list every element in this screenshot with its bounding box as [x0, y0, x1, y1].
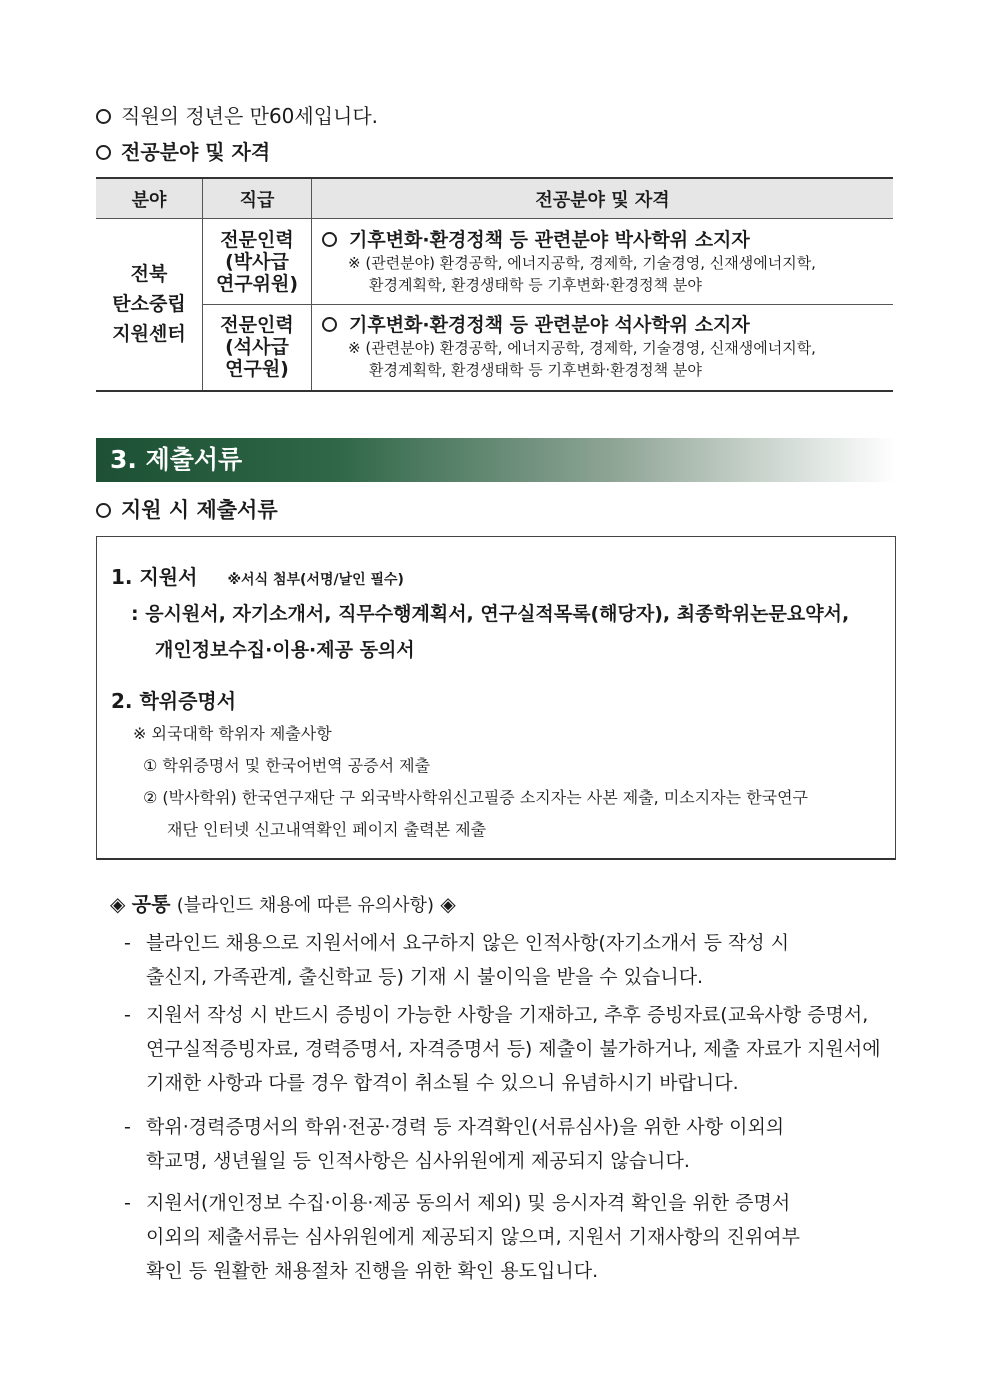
rank-line: 전문인력	[220, 314, 294, 337]
section-title: 3. 제출서류	[110, 445, 243, 474]
qualification-text: 기후변화·환경정책 등 관련분야 석사학위 소지자	[349, 314, 750, 337]
major-qualification-heading	[96, 136, 270, 165]
rank-line: (석사급	[225, 336, 289, 359]
qualification-text: 기후변화·환경정책 등 관련분야 박사학위 소지자	[349, 228, 750, 251]
doc-subitem: ② (박사학위) 한국연구재단 구 외국박사학위신고필증 소지자는 사본 제출, 미소지자는 한국연구	[143, 788, 809, 807]
doc-note: ※ 외국대학 학위자 제출사항	[133, 724, 332, 743]
doc-title: 1. 지원서	[111, 565, 198, 589]
rank-line: 연구원)	[225, 358, 289, 381]
circle-bullet-icon	[96, 145, 111, 160]
qualification-note: ※ (관련분야) 환경공학, 에너지공학, 경제학, 기술경영, 신재생에너지학,	[348, 339, 816, 358]
submission-heading-text: 지원 시 제출서류	[121, 498, 278, 522]
heading-text: 전공분야 및 자격	[121, 140, 271, 164]
rank-line: (박사급	[225, 250, 289, 273]
list-item	[124, 1186, 896, 1288]
field-line: 탄소중립	[112, 293, 186, 316]
qualification-main	[322, 313, 885, 337]
table-row	[96, 305, 893, 391]
dash-bullet: -	[124, 1116, 131, 1138]
rank-cell	[203, 219, 312, 305]
bullet-line: 지원서(개인정보 수집·이용·제공 동의서 제외) 및 응시자격 확인을 위한 증명서	[146, 1192, 791, 1214]
rank-line: 전문인력	[220, 228, 294, 251]
circle-bullet-icon	[322, 232, 337, 247]
submission-heading	[96, 494, 278, 524]
bullet-line: 확인 등 원활한 채용절차 진행을 위한 확인 용도입니다.	[146, 1260, 599, 1282]
bullet-line: 출신지, 가족관계, 출신학교 등) 기재 시 불이익을 받을 수 있습니다.	[146, 966, 704, 988]
doc-note: ※서식 첨부(서명/날인 필수)	[227, 572, 404, 588]
rank-line: 연구위원)	[215, 272, 299, 295]
circle-bullet-icon	[96, 503, 111, 518]
circle-bullet-icon	[322, 317, 337, 332]
circle-bullet-icon	[96, 109, 111, 124]
bullet-line: 학위·경력증명서의 학위·전공·경력 등 자격확인(서류심사)을 위한 사항 이외의	[146, 1116, 785, 1138]
qualification-main	[322, 228, 885, 252]
retirement-age-line	[96, 100, 378, 129]
list-item	[124, 998, 896, 1100]
documents-box	[96, 536, 896, 860]
bullet-line: 이외의 제출서류는 심사위원에게 제공되지 않으며, 지원서 기재사항의 진위여부	[146, 1226, 801, 1248]
doc-list-line: 개인정보수집·이용·제공 동의서	[155, 639, 415, 661]
field-cell	[96, 219, 203, 391]
header-field: 분야	[96, 178, 203, 219]
doc-list-line: : 응시원서, 자기소개서, 직무수행계획서, 연구실적목록(해당자), 최종학위논문요약서,	[131, 603, 850, 625]
header-rank: 직급	[203, 178, 312, 219]
list-item	[124, 1110, 896, 1178]
table-header-row	[96, 178, 893, 219]
qualification-cell	[312, 219, 894, 305]
dash-bullet: -	[124, 1004, 131, 1026]
doc-subitem: ① 학위증명서 및 한국어번역 공증서 제출	[143, 756, 431, 775]
qualification-note: 환경계획학, 환경생태학 등 기후변화·환경정책 분야	[369, 275, 702, 294]
dash-bullet: -	[124, 932, 131, 954]
common-subtitle: (블라인드 채용에 따른 유의사항)	[176, 895, 435, 916]
qualification-cell	[312, 305, 894, 391]
bullet-line: 블라인드 채용으로 지원서에서 요구하지 않은 인적사항(자기소개서 등 작성 시	[146, 932, 790, 954]
diamond-icon: ◈	[440, 892, 456, 916]
doc-item-degree: 2. 학위증명서	[111, 689, 237, 713]
table-row	[96, 219, 893, 305]
qualification-note: 환경계획학, 환경생태학 등 기후변화·환경정책 분야	[369, 361, 702, 380]
bullet-line: 지원서 작성 시 반드시 증빙이 가능한 사항을 기재하고, 추후 증빙자료(교육사항 증명서,	[146, 1004, 869, 1026]
doc-subitem-cont: 재단 인터넷 신고내역확인 페이지 출력본 제출	[167, 820, 487, 839]
qualification-table	[96, 177, 893, 392]
bullet-line: 연구실적증빙자료, 경력증명서, 자격증명서 등) 제출이 불가하거나, 제출 자료가 지원서에	[146, 1038, 881, 1060]
rank-cell	[203, 305, 312, 391]
section-title-bar	[96, 438, 896, 482]
qualification-note: ※ (관련분야) 환경공학, 에너지공학, 경제학, 기술경영, 신재생에너지학,	[348, 253, 816, 272]
retirement-text: 직원의 정년은 만60세입니다.	[121, 104, 379, 128]
common-title: 공통	[131, 892, 171, 916]
bullet-line: 학교명, 생년월일 등 인적사항은 심사위원에게 제공되지 않습니다.	[146, 1150, 690, 1172]
field-line: 전북	[130, 263, 168, 286]
list-item	[124, 926, 896, 994]
header-qualification: 전공분야 및 자격	[312, 178, 894, 219]
field-line: 지원센터	[112, 323, 186, 346]
doc-item-application	[111, 561, 404, 590]
common-heading	[110, 888, 456, 917]
bullet-line: 기재한 사항과 다를 경우 합격이 취소될 수 있으니 유념하시기 바랍니다.	[146, 1072, 739, 1094]
diamond-icon: ◈	[110, 892, 126, 916]
dash-bullet: -	[124, 1192, 131, 1214]
